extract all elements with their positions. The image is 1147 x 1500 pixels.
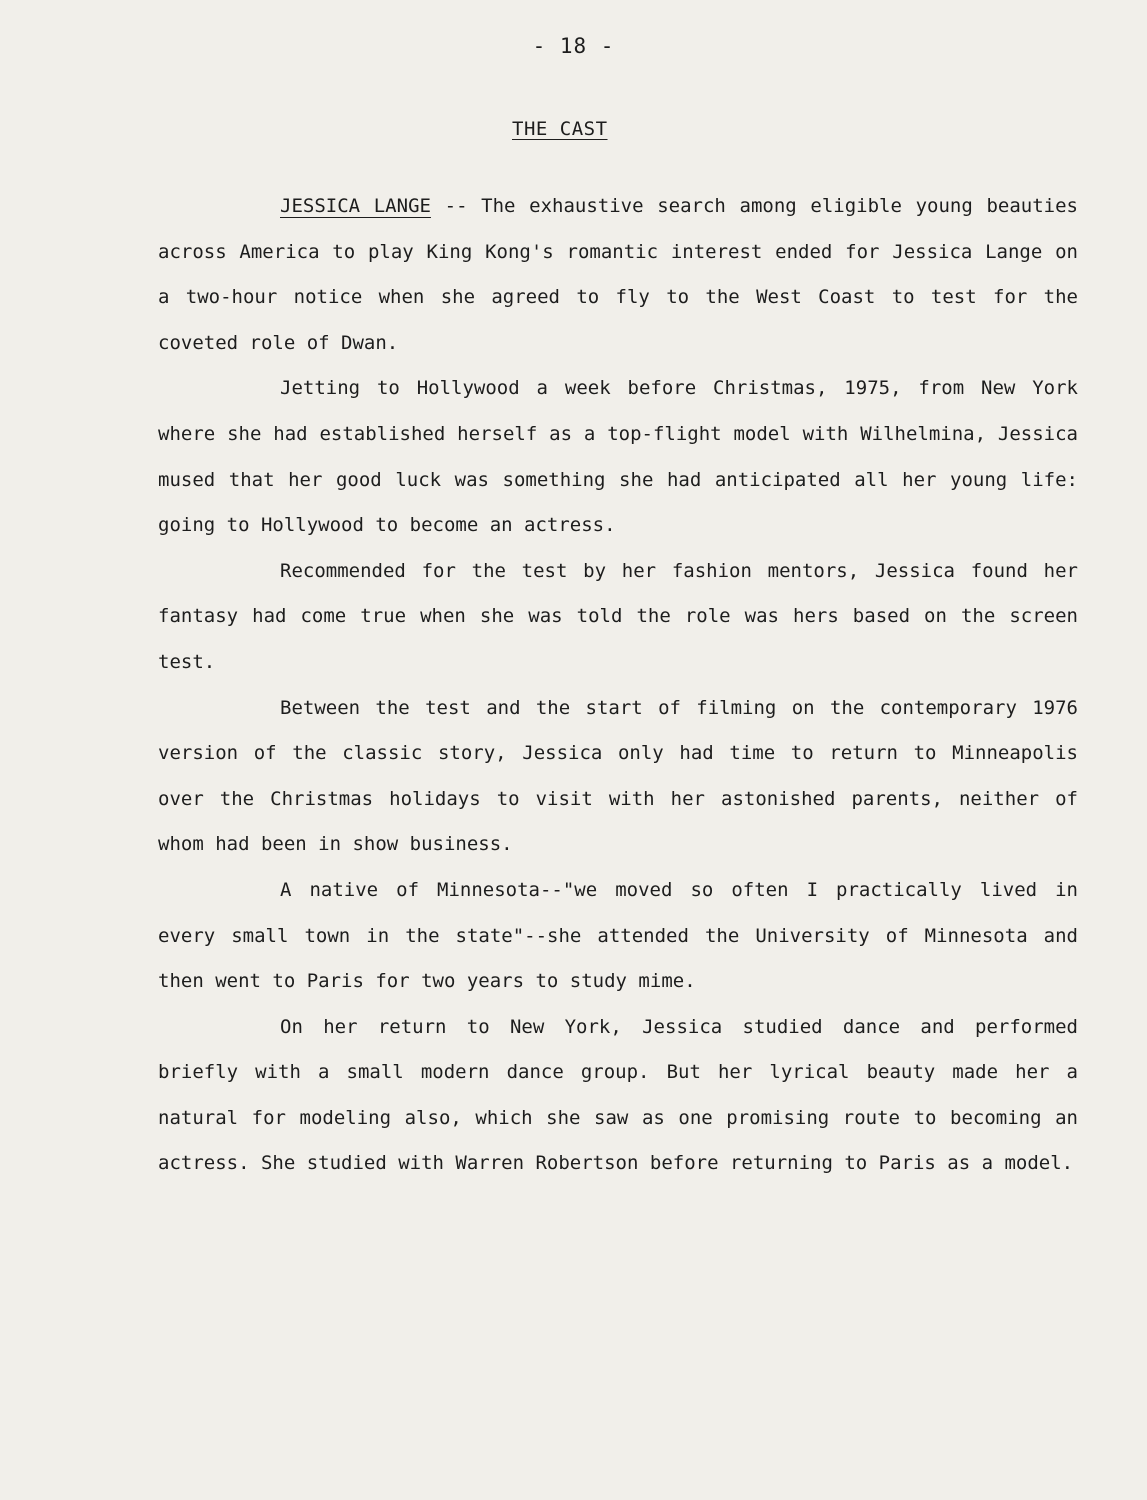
paragraph-3: Recommended for the test by her fashion mentors, Jessica found her fantasy had come true when she was told the role was hers based on the screen test.: [158, 559, 1078, 673]
cast-member-name: JESSICA LANGE: [280, 195, 431, 217]
paragraph-6: On her return to New York, Jessica studied dance and performed briefly with a small modern dance group. But her lyrical beauty made her a natural for modeling also, which she saw as one promising route to becoming an actress. She studied with Warren Robertson before returning to Paris as a model.: [158, 1015, 1078, 1175]
body-text: [158, 184, 1078, 1187]
section-title: THE CAST: [512, 118, 608, 140]
paragraph-1: [158, 184, 1078, 366]
paragraph-2: Jetting to Hollywood a week before Christmas, 1975, from New York where she had established herself as a top-flight model with Wilhelmina, Jessica mused that her good luck was something she had anticipated all her young life: going to Hollywood to become an actress.: [158, 377, 1078, 537]
paragraph-5: A native of Minnesota--"we moved so often I practically lived in every small town in the state"--she attended the University of Minnesota and then went to Paris for two years to study mime.: [158, 878, 1078, 993]
paragraph-4: Between the test and the start of filming on the contemporary 1976 version of the classic story, Jessica only had time to return to Minneapolis over the Christmas holidays to visit with her astonished parents, neither of whom had been in show business.: [158, 696, 1078, 856]
paragraph-1-text: -- The exhaustive search among eligible young beauties across America to play King Kong's romantic interest ended for Jessica Lange on a two-hour notice when she agreed to fly to the West Coast to test for the coveted role of Dwan.: [158, 195, 1078, 354]
page-number: - 18 -: [532, 34, 615, 58]
